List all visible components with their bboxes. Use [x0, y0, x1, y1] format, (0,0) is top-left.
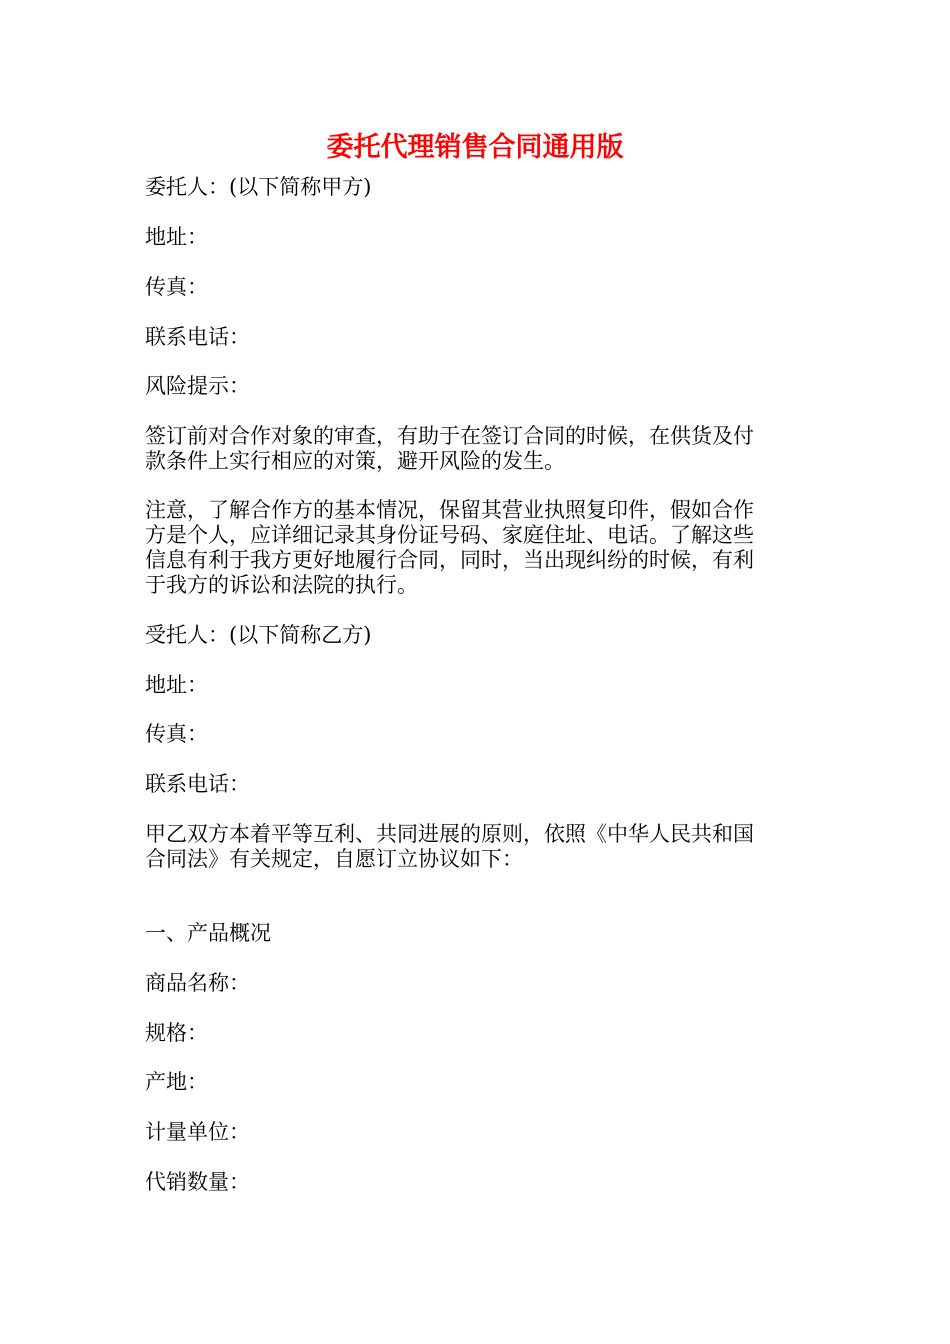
risk-paragraph-2-line: 信息有利于我方更好地履行合同，同时，当出现纠纷的时候，有利 [145, 548, 754, 572]
risk-paragraph-2-line: 于我方的诉讼和法院的执行。 [145, 573, 418, 597]
risk-heading: 风险提示： [145, 374, 250, 398]
origin-line: 产地： [145, 1070, 208, 1094]
agent-fax-line: 传真： [145, 722, 208, 746]
unit-line: 计量单位： [145, 1120, 250, 1144]
agreement-paragraph-line: 甲乙双方本着平等互利、共同进展的原则，依照《中华人民共和国 [145, 822, 754, 846]
agreement-paragraph-line: 合同法》有关规定，自愿订立协议如下： [145, 847, 523, 871]
risk-paragraph-2 [145, 498, 810, 598]
risk-paragraph-1-line: 款条件上实行相应的对策，避开风险的发生。 [145, 449, 565, 473]
risk-paragraph-2-line: 注意，了解合作方的基本情况，保留其营业执照复印件，假如合作 [145, 498, 754, 522]
spec-line: 规格： [145, 1021, 208, 1045]
risk-paragraph-2-line: 方是个人，应详细记录其身份证号码、家庭住址、电话。了解这些 [145, 523, 754, 547]
quantity-line: 代销数量： [145, 1170, 250, 1194]
principal-address-line: 地址： [145, 225, 208, 249]
agent-line: 受托人：(以下简称乙方) [145, 623, 372, 647]
agent-address-line: 地址： [145, 673, 208, 697]
agreement-paragraph [145, 822, 810, 872]
principal-line: 委托人：(以下简称甲方) [145, 175, 372, 199]
section-1-heading: 一、产品概况 [145, 921, 271, 945]
principal-fax-line: 传真： [145, 275, 208, 299]
risk-paragraph-1-line: 签订前对合作对象的审查，有助于在签订合同的时候，在供货及付 [145, 424, 754, 448]
product-name-line: 商品名称： [145, 971, 250, 995]
agent-phone-line: 联系电话： [145, 772, 250, 796]
risk-paragraph-1 [145, 424, 810, 474]
document-title: 委托代理销售合同通用版 [326, 132, 624, 163]
principal-phone-line: 联系电话： [145, 325, 250, 349]
